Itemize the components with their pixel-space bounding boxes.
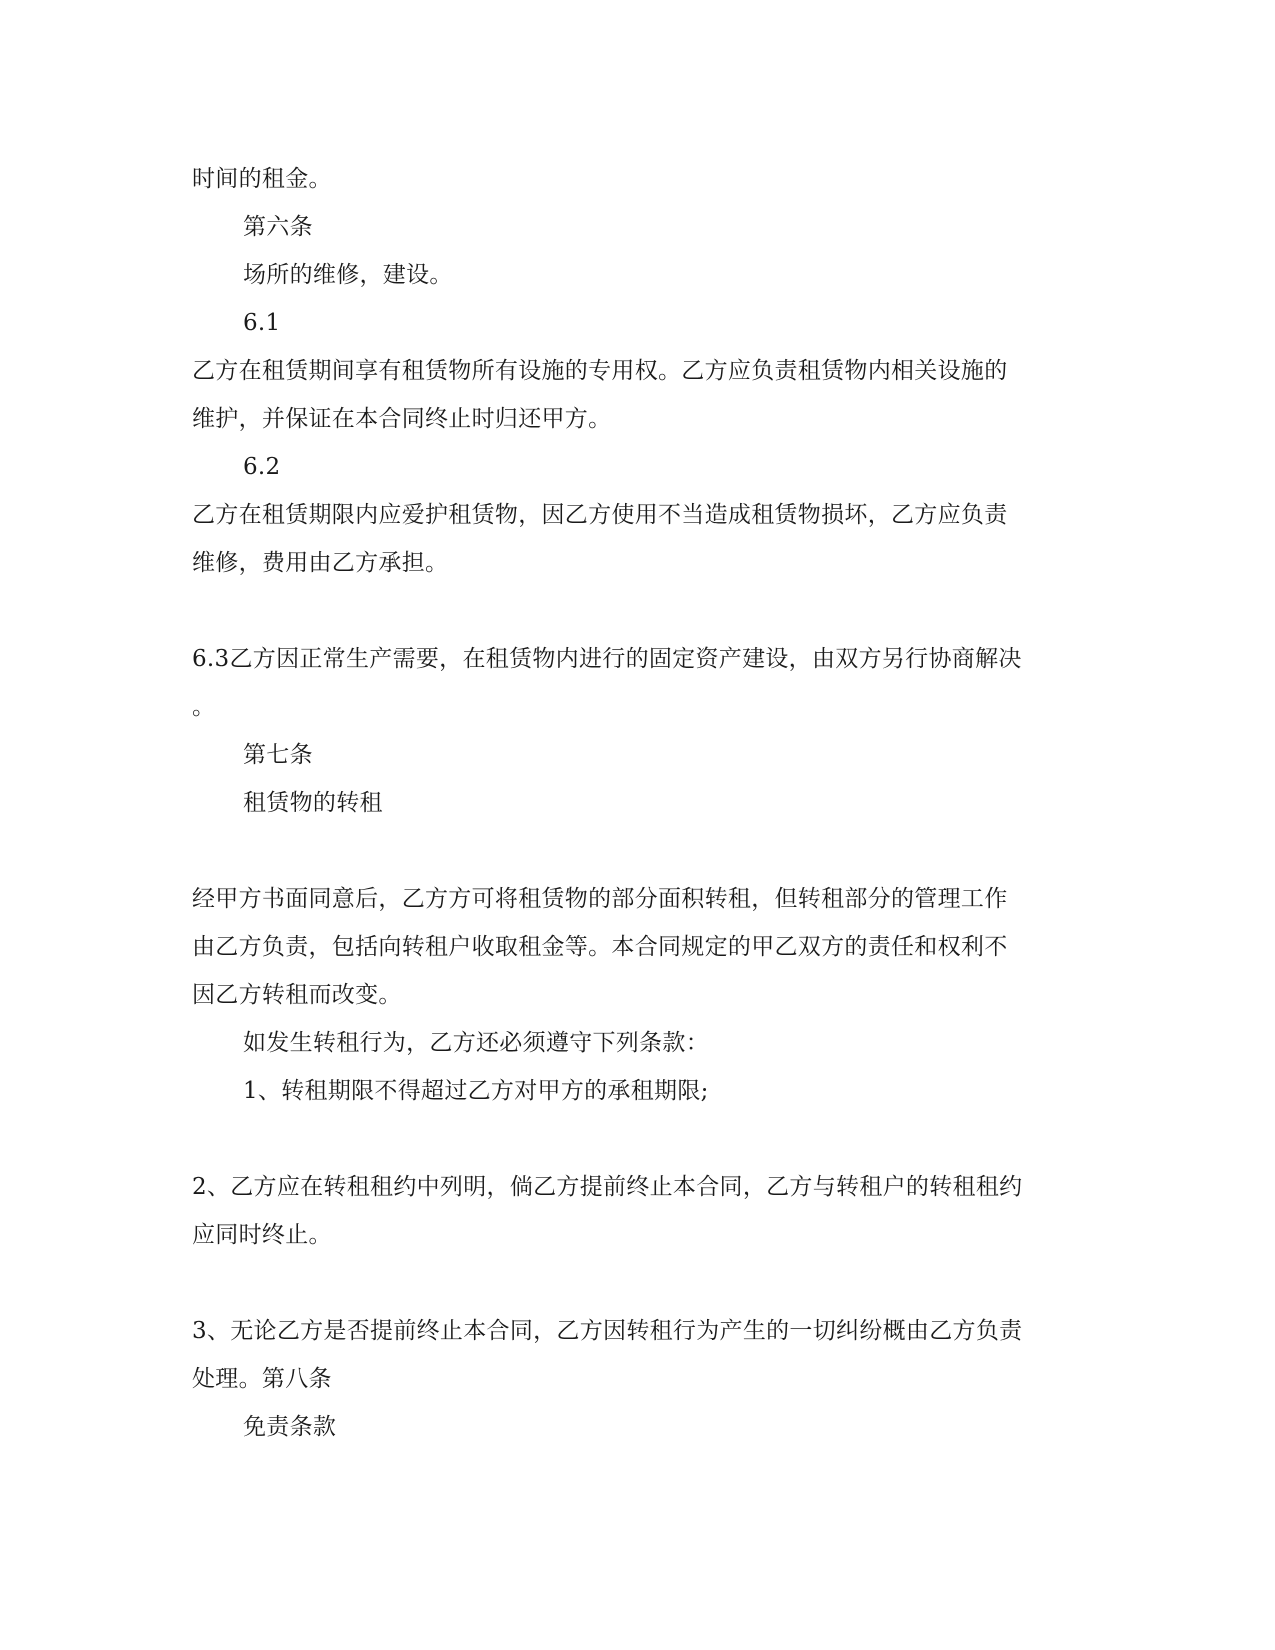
article-title: 免责条款 bbox=[243, 1414, 337, 1440]
text-line: 应同时终止。 bbox=[192, 1222, 332, 1248]
text-line: 由乙方负责，包括向转租户收取租金等。本合同规定的甲乙双方的责任和权利不 bbox=[192, 934, 1008, 960]
list-item: 3、无论乙方是否提前终止本合同，乙方因转租行为产生的一切纠纷概由乙方负责 bbox=[192, 1318, 1023, 1344]
text-line: 。 bbox=[192, 694, 216, 720]
clause-number: 6.1 bbox=[243, 310, 281, 336]
text-line: 如发生转租行为，乙方还必须遵守下列条款： bbox=[243, 1030, 709, 1056]
clause-number: 6.2 bbox=[243, 454, 281, 480]
article-title: 租赁物的转租 bbox=[243, 790, 383, 816]
article-title: 场所的维修，建设。 bbox=[243, 262, 453, 288]
text-line: 经甲方书面同意后，乙方方可将租赁物的部分面积转租，但转租部分的管理工作 bbox=[192, 886, 1008, 912]
article-heading: 第七条 bbox=[243, 742, 313, 768]
text-line: 因乙方转租而改变。 bbox=[192, 982, 402, 1008]
list-item: 1、转租期限不得超过乙方对甲方的承租期限; bbox=[243, 1078, 709, 1104]
text-line: 乙方在租赁期限内应爱护租赁物，因乙方使用不当造成租赁物损坏，乙方应负责 bbox=[192, 502, 1008, 528]
text-line: 乙方在租赁期间享有租赁物所有设施的专用权。乙方应负责租赁物内相关设施的 bbox=[192, 358, 1008, 384]
text-line: 6.3乙方因正常生产需要，在租赁物内进行的固定资产建设，由双方另行协商解决 bbox=[192, 646, 1022, 672]
text-line: 维护，并保证在本合同终止时归还甲方。 bbox=[192, 406, 612, 432]
list-item: 2、乙方应在转租租约中列明，倘乙方提前终止本合同，乙方与转租户的转租租约 bbox=[192, 1174, 1023, 1200]
article-heading: 第六条 bbox=[243, 214, 313, 240]
text-line: 维修，费用由乙方承担。 bbox=[192, 550, 449, 576]
text-line: 时间的租金。 bbox=[192, 166, 332, 192]
text-line: 处理。第八条 bbox=[192, 1366, 332, 1392]
